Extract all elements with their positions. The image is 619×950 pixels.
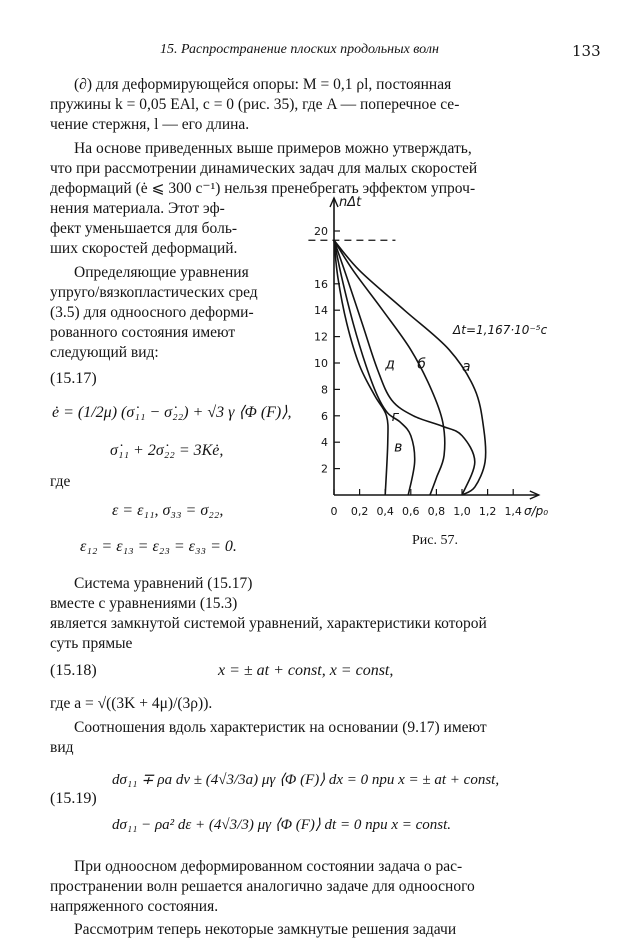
text-line: рованного состояния имеют: [50, 324, 236, 341]
equation: ε = ε₁₁, σ₃₃ = σ₂₂,: [112, 502, 224, 519]
text-line: что при рассмотрении динамических задач для малых скоростей: [50, 160, 478, 177]
y-tick-label: 12: [314, 330, 328, 344]
text-line: фект уменьшается для боль-: [50, 220, 238, 237]
x-tick-label: 0,6: [402, 505, 420, 518]
curve-label-в: в: [394, 439, 403, 456]
x-tick-label: 0: [330, 505, 338, 518]
text-line: (3.5) для одноосного деформи-: [50, 304, 254, 321]
equation: dσ₁₁ ∓ ρa dv ± (4√3/3a) μγ ⟨Φ (F)⟩ dx = 0 при x = ± at + const,: [112, 772, 500, 788]
equation-number: (15.19): [50, 790, 97, 807]
page-number: 133: [572, 42, 601, 60]
x-tick-label: 0,4: [376, 505, 394, 518]
text-line: Определяющие уравнения: [74, 264, 249, 281]
text-line: При одноосном деформированном состоянии задача о рас-: [74, 858, 463, 875]
figure-caption: Рис. 57.: [412, 533, 458, 548]
text-line: следующий вид:: [50, 344, 159, 361]
x-tick-label: 1,4: [504, 505, 522, 518]
x-tick-label: 1,0: [453, 505, 471, 518]
text-line: упруго/вязкопластических сред: [50, 284, 258, 301]
text-line: пространении волн решается аналогично задаче для одноосного: [50, 878, 475, 895]
text-line: На основе приведенных выше примеров можно утверждать,: [74, 140, 472, 157]
curve-label-г: г: [391, 409, 399, 426]
curve-label-б: б: [417, 356, 426, 373]
equation: x = ± at + const, x = const,: [218, 662, 394, 679]
text-line: (∂) для деформирующейся опоры: M = 0,1 ρl, постоянная: [74, 76, 452, 93]
equation: σ̇₁₁ + 2σ̇₂₂ = 3Kė,: [110, 442, 224, 459]
y-tick-label: 2: [321, 462, 328, 476]
text-line: ших скоростей деформаций.: [50, 240, 238, 257]
text-line: Рассмотрим теперь некоторые замкнутые решения задачи: [74, 921, 457, 938]
figure-57: [300, 195, 600, 555]
curve-г: [334, 240, 415, 495]
text-line: где a = √((3K + 4μ)/(3ρ)).: [50, 695, 213, 712]
chart-axes: [308, 198, 538, 499]
equation: ė = (1/2μ) (σ̇₁₁ − σ̇₂₂) + √3 γ ⟨Φ (F)⟩,: [52, 404, 292, 421]
curve-д: [334, 240, 475, 495]
x-tick-label: 0,2: [350, 505, 369, 518]
text-line: Соотношения вдоль характеристик на основании (9.17) имеют: [74, 719, 487, 736]
text-line: пружины k = 0,05 EAl, c = 0 (рис. 35), где A — поперечное се-: [50, 96, 460, 113]
x-axis-label: σ/p₀: [524, 504, 549, 518]
text-line: вид: [50, 739, 74, 756]
text-line: является замкнутой системой уравнений, характеристики которой: [50, 615, 487, 632]
running-header: 15. Распространение плоских продольных волн: [160, 42, 439, 57]
curve-label-д: д: [385, 356, 395, 373]
x-tick-label: 0,8: [427, 505, 446, 518]
y-axis-label: nΔt: [339, 195, 362, 210]
text-line: напряженного состояния.: [50, 898, 219, 915]
text-line: чение стержня, l — его длина.: [50, 116, 250, 133]
y-tick-label: 6: [321, 409, 328, 423]
equation-number: (15.18): [50, 662, 97, 679]
text-line: где: [50, 473, 71, 490]
y-tick-label: 16: [314, 277, 328, 291]
y-tick-label: 14: [314, 304, 328, 318]
text-line: деформаций (ė ⩽ 300 с⁻¹) нельзя пренебрегать эффектом упроч-: [50, 180, 476, 197]
text-line: суть прямые: [50, 635, 133, 652]
text-line: Система уравнений (15.17): [74, 575, 253, 592]
y-tick-label: 20: [314, 225, 328, 238]
delta-t-annotation: Δt=1,167·10⁻⁵c: [453, 322, 548, 337]
equation: dσ₁₁ − ρa² dε + (4√3/3) μγ ⟨Φ (F)⟩ dt = 0 при x = const.: [112, 817, 452, 833]
y-tick-label: 10: [314, 357, 328, 370]
text-line: нения материала. Этот эф-: [50, 200, 225, 217]
text-line: вместе с уравнениями (15.3): [50, 595, 238, 612]
equation: ε₁₂ = ε₁₃ = ε₂₃ = ε₃₃ = 0.: [80, 538, 237, 555]
chart-labels: [339, 195, 548, 518]
y-tick-label: 4: [321, 436, 328, 450]
x-tick-label: 1,2: [478, 505, 497, 518]
equation-number: (15.17): [50, 370, 97, 387]
y-tick-label: 8: [321, 383, 328, 397]
curve-label-а: а: [462, 358, 471, 375]
